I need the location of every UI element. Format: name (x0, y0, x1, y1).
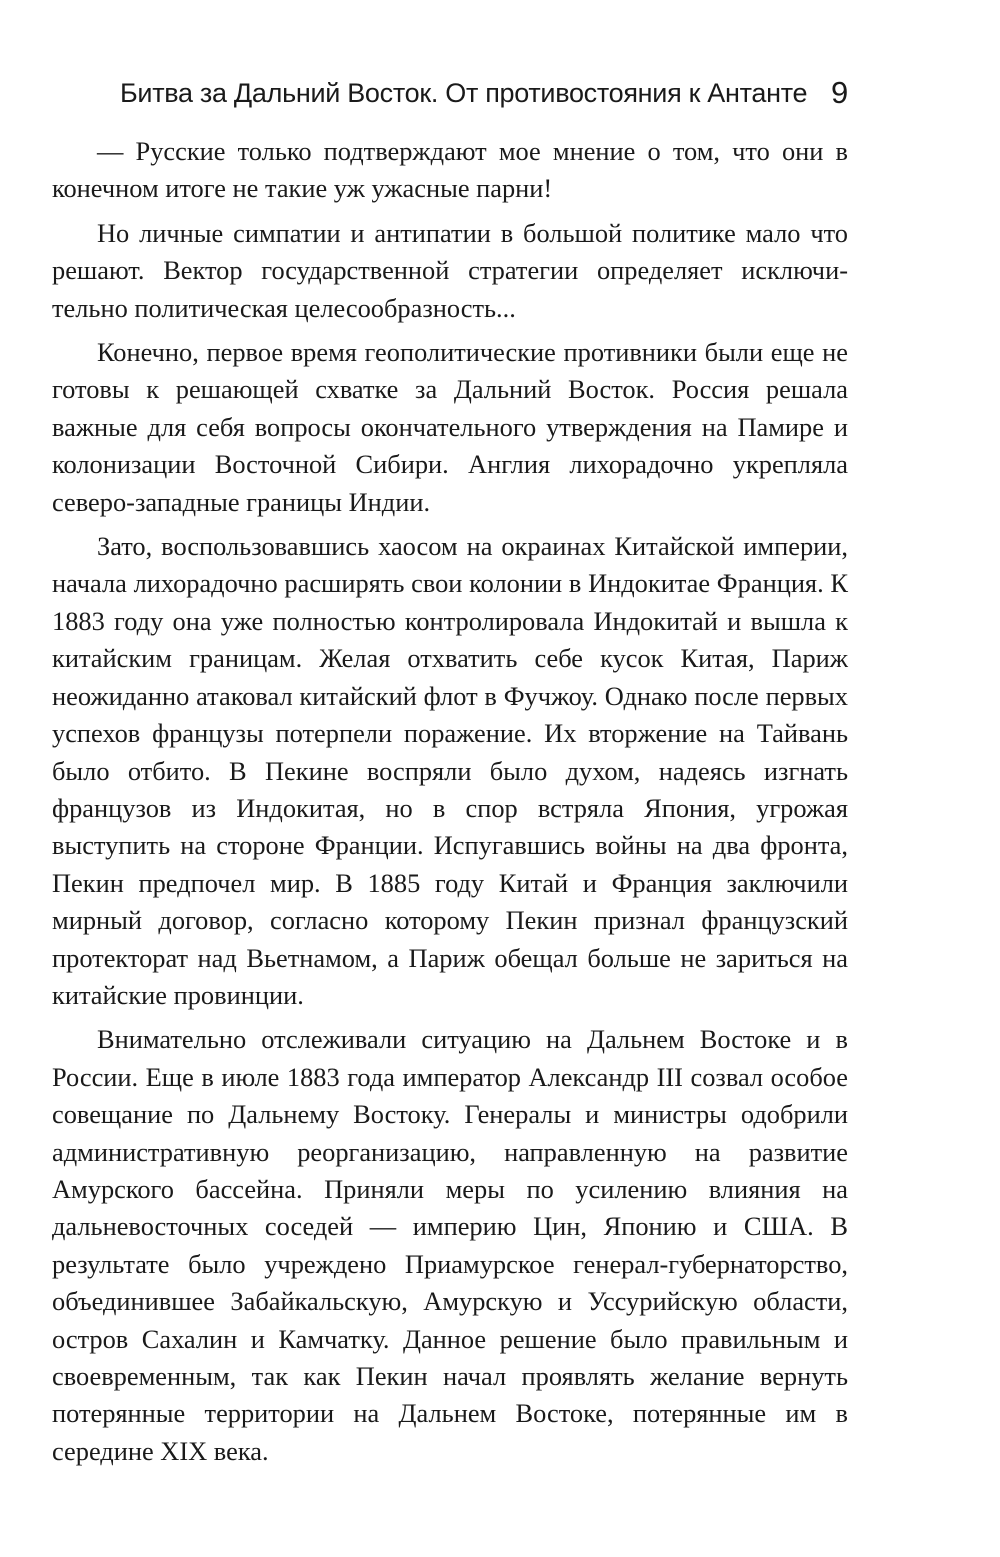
paragraph-politics: Но личные симпатии и антипатии в большой политике мало что решают. Вектор государственной стратегии определяет исключительно политическая целесообразность... (52, 217, 848, 323)
body-text (52, 133, 848, 1477)
paragraph-russia-far-east: Внимательно отслеживали ситуацию на Дальнем Востоке и в России. Еще в июле 1883 года император Александр III созвал особое совещание по Дальнему Востоку. Генералы и министры одобрили административную реорганизацию, направленную на развитие Амурского бассейна. Приняли меры по усилению влияния на дальневосточных соседей — империю Цин, Японию и США. В результате было учреждено Приамурское генерал-губернаторство, объединившее Забайкальскую, Амурскую и Уссурийскую области, остров Сахалин и Камчатку. Данное решение было правильным и своевременным, так как Пекин начал проявлять желание вернуть потерянные территории на Дальнем Востоке, потерянные им в середине XIX века. (52, 1024, 848, 1466)
page-number: 9 (831, 75, 848, 110)
paragraph-france-indochina: Зато, воспользовавшись хаосом на окраинах Китайской империи, начала лихорадочно расширять свои колонии в Индокитае Франция. К 1883 году она уже полностью контролировала Индокитай и вышла к китайским границам. Желая отхватить себе кусок Китая, Париж неожиданно атаковал китайский флот в Фучжоу. Однако после первых успехов французы потерпели поражение. Их вторжение на Тайвань было отбито. В Пекине воспряли было духом, надеясь изгнать французов из Индокитая, но в спор встряла Япония, угрожая выступить на стороне Франции. Испугавшись войны на два фронта, Пекин предпочел мир. В 1885 году Китай и Франция заключили мирный договор, согласно которому Пекин признал французский протекторат над Вьетнамом, а Париж обещал больше не зариться на китайские провинции. (52, 531, 848, 1010)
running-title: Битва за Дальний Восток. От противостояния к Антанте (120, 78, 808, 108)
paragraph-dialogue: — Русские только подтверждают мое мнение о том, что они в конечном итоге не такие уж ужасные парни! (52, 136, 848, 204)
paragraph-opponents: Конечно, первое время геополитические противники были еще не готовы к решающей схватке за Дальний Восток. Россия решала важные для себя вопросы окончательного утверждения на Памире и колонизации Восточной Сибири. Англия лихорадочно укрепляла северо-западные границы Индии. (52, 337, 848, 517)
running-header (120, 75, 848, 118)
